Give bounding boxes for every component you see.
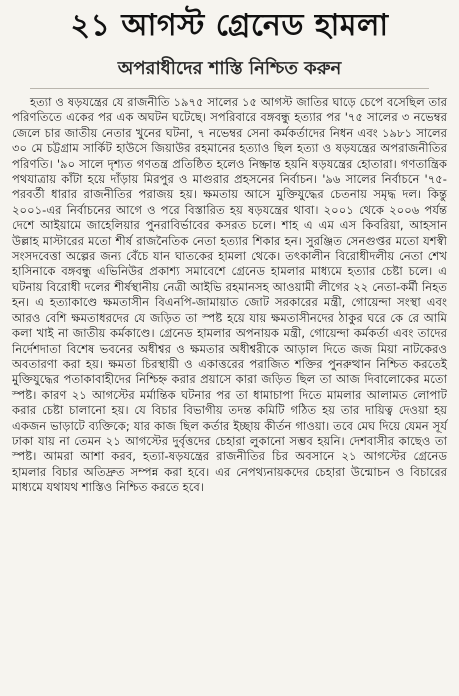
- article-body: [12, 95, 447, 496]
- body-paragraph: হত্যা ও ষড়যন্ত্রের যে রাজনীতি ১৯৭৫ সালের ১৫ আগস্ট জাতির ঘাড়ে চেপে বসেছিল তার পরিণতিতে একের পর এক অঘটন ঘটেছে। সপরিবারে বঙ্গবন্ধু হত্যার পর '৭৫ সালের ৩ নভেম্বর জেলে চার জাতীয় নেতার খুনের ঘটনা, ৭ নভেম্বর সেনা কর্মকর্তাদের নিধন এবং ১৯৮১ সালের ৩০ মে চট্টগ্রাম সার্কিট হাউসে জিয়াউর রহমানের হত্যাও ছিল হত্যা ও ষড়যন্ত্রের অপরাজনীতির পরিণতি। '৯০ সালে দৃশ্যত গণতন্ত্র প্রতিষ্ঠিত হলেও নিষ্ক্রান্ত হয়নি ষড়যন্ত্রের হোতারা। গণতান্ত্রিক পথযাত্রায় কাঁটা হয়ে দাঁড়ায় মিরপুর ও মাগুরার প্রহসনের নির্বাচন। '৯৬ সালের নির্বাচনে '৭৫-পরবর্তী ধারার রাজনীতির পরাজয় হয়। ক্ষমতায় আসে মুক্তিযুদ্ধের চেতনায় সমৃদ্ধ দল। কিন্তু ২০০১-এর নির্বাচনের আগে ও পরে বিস্তারিত হয় ষড়যন্ত্রের থাবা। ২০০১ থেকে ২০০৬ পর্যন্ত দেশে আইয়ামে জাহেলিয়ার পুনরাবির্ভাবের কসরত চলে। শাহ এ এম এস কিবরিয়া, আহসান উল্লাহ মাস্টারের মতো শীর্ষ রাজনৈতিক নেতা হত্যার শিকার হন। সুরঞ্জিত সেনগুপ্তর মতো যশস্বী সংসদবেত্তা অল্পের জন্য বেঁচে যান ঘাতকের হামলা থেকে। তৎকালীন বিরোধীদলীয় নেতা শেখ হাসিনাকে বঙ্গবন্ধু এভিনিউর প্রকাশ্য সমাবেশে গ্রেনেড হামলার মাধ্যমে হত্যার চেষ্টা চলে। এ ঘটনায় বিরোধী দলের শীর্ষস্থানীয় নেত্রী আইভি রহমানসহ আওয়ামী লীগের ২২ নেতা-কর্মী নিহত হন। এ হত্যাকাণ্ডে ক্ষমতাসীন বিএনপি-জামায়াত জোট সরকারের মন্ত্রী, গোয়েন্দা সংস্থা এবং আরও বেশি ক্ষমতাধরদের যে জড়িত তা স্পষ্ট হয়ে যায় ক্ষমতাসীনদের ঠাকুর ঘরে কে রে আমি কলা খাই না জাতীয় কর্মকাণ্ডে। গ্রেনেড হামলার অপনায়ক মন্ত্রী, গোয়েন্দা কর্মকর্তা এবং তাদের নির্দেশদাতা বিশেষ ভবনের অধীশ্বর ও ক্ষমতার অধীশ্বরীকে আড়াল দিতে জজ মিয়া নাটকেরও অবতারণা করা হয়। ক্ষমতা চিরস্থায়ী ও একাত্তরের পরাজিত শক্তির পুনরুত্থান নিশ্চিত করতেই মুক্তিযুদ্ধের পতাকাবাহীদের নিশ্চিহ্ন করার প্রয়াসে কারা জড়িত ছিল তা আজ দিবালোকের মতো স্পষ্ট। কারণ ২১ আগস্টের মর্মান্তিক ঘটনার পর তা ধামাচাপা দিতে মামলার আলামত লোপাট করার চেষ্টা চালানো হয়। যে বিচার বিভাগীয় তদন্ত কমিটি গঠিত হয় তার দায়িত্ব দেওয়া হয় একজন ভাড়াটে ব্যক্তিকে; যার কাজ ছিল কর্তার ইচ্ছায় কীর্তন গাওয়া। তবে মেঘ দিয়ে যেমন সূর্য ঢাকা যায় না তেমন ২১ আগস্টের দুর্বৃত্তদের চেহারা লুকানো সম্ভব হয়নি। দেশবাসীর কাছেও তা স্পষ্ট। আমরা আশা করব, হত্যা-ষড়যন্ত্রের রাজনীতির চির অবসানে ২১ আগস্টের গ্রেনেড হামলার বিচার অতিদ্রুত সম্পন্ন করা হবে। এর নেপথ্যনায়কদের চেহারা উন্মোচন ও বিচারের মাধ্যমে যথাযথ শাস্তিও নিশ্চিত করতে হবে।: [12, 95, 447, 495]
- divider: [30, 88, 429, 89]
- headline: ২১ আগস্ট গ্রেনেড হামলা: [70, 8, 389, 43]
- subheadline: অপরাধীদের শাস্তি নিশ্চিত করুন: [117, 58, 342, 79]
